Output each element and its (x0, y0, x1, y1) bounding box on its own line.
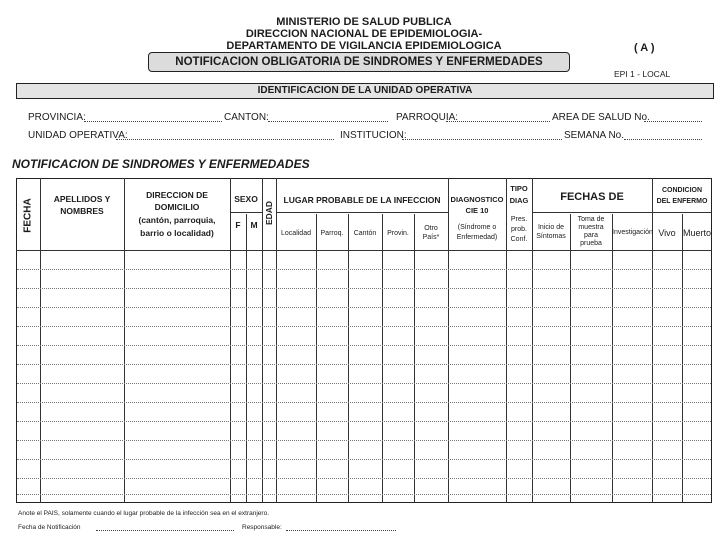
nombres-header: NOMBRES (60, 206, 104, 216)
col-divider (652, 178, 653, 503)
directorate-title: DIRECCION NACIONAL DE EPIDEMIOLOGIA- (245, 28, 483, 40)
col-divider (124, 178, 125, 503)
entry-row-line (17, 326, 711, 327)
unidad-field[interactable] (116, 139, 334, 140)
entry-row-line (17, 421, 711, 422)
otro-header-1: Otro (424, 225, 438, 232)
tipo-conf: Conf. (510, 236, 528, 243)
unit-identification-bar: IDENTIFICACION DE LA UNIDAD OPERATIVA (16, 83, 714, 99)
diag-header-1: DIAGNOSTICO (450, 195, 504, 204)
tipo-header-1: TIPO (510, 184, 528, 193)
fecha-header: FECHA (22, 198, 34, 233)
entry-row-line (17, 459, 711, 460)
tipo-prob: prob. (511, 226, 527, 233)
header-bottom-line (16, 250, 712, 251)
vivo-header: Vivo (658, 228, 676, 238)
direccion-header-2: DOMICILIO (154, 202, 200, 212)
canton-field[interactable] (268, 121, 388, 122)
entry-row-line (17, 345, 711, 346)
responsable-label: Responsable: (242, 524, 282, 531)
toma-header-4: prueba (580, 240, 602, 247)
location-row-1 (0, 112, 728, 126)
parroquia-field[interactable] (446, 121, 550, 122)
tipo-pres: Pres. (510, 216, 528, 223)
otro-header-2: País* (422, 234, 440, 241)
semana-label: SEMANA No. (564, 130, 625, 141)
unidad-label: UNIDAD OPERATIVA: (28, 130, 128, 141)
entry-row-line (17, 494, 711, 495)
toma-header-1: Toma de (577, 216, 605, 223)
lugar-divider (276, 212, 448, 213)
fecha-notificacion-label: Fecha de Notificación (18, 524, 81, 531)
area-field[interactable] (644, 121, 702, 122)
tipo-header-2: DIAG (509, 196, 529, 205)
sexo-m-header: M (250, 220, 258, 230)
col-divider (276, 178, 277, 503)
direccion-header-4: barrio o localidad) (140, 228, 214, 238)
condicion-divider (652, 212, 712, 213)
form-letter: ( A ) (634, 42, 655, 54)
provin-header: Provin. (387, 230, 409, 237)
entry-row-line (17, 307, 711, 308)
parroq-header: Parroq. (320, 230, 344, 237)
form-title: NOTIFICACION OBLIGATORIA DE SINDROMES Y ENFERMEDADES (148, 52, 570, 72)
parroquia-label: PARROQUIA: (396, 112, 459, 123)
footer-note: Anote el PAIS, solamente cuando el lugar probable de la infección sea en el extranjero. (18, 510, 270, 517)
toma-header-3: para (583, 232, 598, 239)
institucion-label: INSTITUCION: (340, 130, 407, 141)
canton-header: Cantón (353, 230, 377, 237)
entry-row-line (17, 269, 711, 270)
fechas-divider (532, 212, 652, 213)
col-divider (262, 178, 263, 503)
inicio-header-1: Inicio de (537, 224, 565, 231)
diag-header-2: CIE 10 (465, 206, 489, 215)
toma-header-2: muestra (578, 224, 604, 231)
muerto-header: Muerto (682, 228, 711, 238)
department-title: DEPARTAMENTO DE VIGILANCIA EPIDEMIOLOGICA (226, 40, 502, 52)
provincia-field[interactable] (84, 121, 222, 122)
sexo-divider (230, 212, 262, 213)
entry-row-line (17, 478, 711, 479)
institucion-field[interactable] (402, 139, 562, 140)
sexo-header: SEXO (234, 194, 258, 204)
edad-header: EDAD (264, 200, 274, 226)
entry-row-line (17, 402, 711, 403)
condicion-header-2: DEL ENFERMO (656, 198, 708, 205)
diag-header-4: Enfermedad) (456, 234, 498, 241)
apellidos-header: APELLIDOS Y (53, 194, 111, 204)
ministry-title: MINISTERIO DE SALUD PUBLICA (276, 16, 452, 28)
section-title: NOTIFICACION DE SINDROMES Y ENFERMEDADES (12, 157, 310, 171)
entry-row-line (17, 383, 711, 384)
investigacion-header: Investigación (612, 229, 653, 236)
lugar-header: LUGAR PROBABLE DE LA INFECCION (283, 195, 441, 205)
area-label: AREA DE SALUD No. (552, 112, 650, 123)
inicio-header-2: Síntomas (536, 233, 566, 240)
direccion-header-3: (cantón, parroquia, (138, 215, 216, 225)
condicion-header-1: CONDICION (661, 187, 703, 194)
sexo-f-header: F (235, 220, 241, 230)
localidad-header: Localidad (281, 230, 311, 237)
entry-row-line (17, 364, 711, 365)
entry-row-line (17, 288, 711, 289)
entry-row-line (17, 440, 711, 441)
diag-header-3: (Síndrome o (457, 224, 497, 231)
col-divider (40, 178, 41, 503)
semana-field[interactable] (624, 139, 702, 140)
location-row-2 (0, 130, 728, 144)
form-code: EPI 1 - LOCAL (614, 69, 671, 79)
responsable-field[interactable] (286, 530, 396, 531)
direccion-header-1: DIRECCION DE (146, 190, 208, 200)
provincia-label: PROVINCIA: (28, 112, 86, 123)
fechas-header: FECHAS DE (560, 191, 624, 203)
fecha-notificacion-field[interactable] (96, 530, 234, 531)
canton-label: CANTON: (224, 112, 269, 123)
